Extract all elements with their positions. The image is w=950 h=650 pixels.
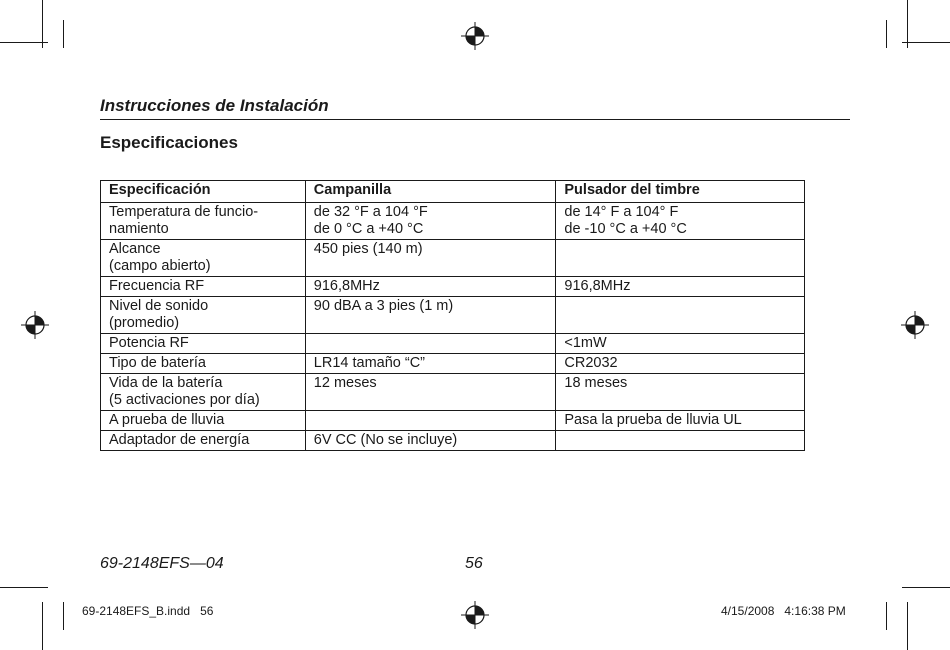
table-cell: de 14° F a 104° F de -10 °C a +40 °C <box>556 203 805 240</box>
table-cell: 916,8MHz <box>305 277 556 297</box>
document-number: 69-2148EFS—04 <box>100 555 224 572</box>
table-cell: de 32 °F a 104 °F de 0 °C a +40 °C <box>305 203 556 240</box>
table-row <box>101 411 805 431</box>
table-cell: 916,8MHz <box>556 277 805 297</box>
crop-mark <box>902 42 950 43</box>
table-row <box>101 277 805 297</box>
table-cell: Temperatura de funcio- namiento <box>101 203 306 240</box>
table-cell: Pasa la prueba de lluvia UL <box>556 411 805 431</box>
crop-mark <box>886 602 887 630</box>
table-row <box>101 334 805 354</box>
table-cell: A prueba de lluvia <box>101 411 306 431</box>
column-header-push-button: Pulsador del timbre <box>556 181 805 203</box>
crop-mark <box>886 20 887 48</box>
table-cell: LR14 tamaño “C” <box>305 354 556 374</box>
table-cell: Potencia RF <box>101 334 306 354</box>
table-cell: <1mW <box>556 334 805 354</box>
table-cell: Frecuencia RF <box>101 277 306 297</box>
crop-mark <box>907 602 908 650</box>
crop-mark <box>63 602 64 630</box>
table-cell: Alcance (campo abierto) <box>101 240 306 277</box>
section-title: Especificaciones <box>100 133 238 152</box>
print-slug-datetime: 4/15/2008 4:16:38 PM <box>721 604 846 618</box>
table-cell <box>305 334 556 354</box>
table-row <box>101 297 805 334</box>
table-cell <box>556 297 805 334</box>
table-cell: 12 meses <box>305 374 556 411</box>
spec-table <box>100 180 805 451</box>
registration-mark-icon <box>461 601 489 629</box>
table-row <box>101 431 805 451</box>
crop-mark <box>0 42 48 43</box>
registration-mark-icon <box>461 22 489 50</box>
table-row <box>101 374 805 411</box>
registration-mark-icon <box>901 311 929 339</box>
crop-mark <box>902 587 950 588</box>
crop-mark <box>42 0 43 48</box>
print-slug-file: 69-2148EFS_B.indd 56 <box>82 604 214 618</box>
table-row <box>101 240 805 277</box>
crop-mark <box>63 20 64 48</box>
column-header-spec: Especificación <box>101 181 306 203</box>
table-cell: CR2032 <box>556 354 805 374</box>
table-cell: 6V CC (No se incluye) <box>305 431 556 451</box>
crop-mark <box>907 0 908 48</box>
table-cell <box>305 411 556 431</box>
page-number: 56 <box>465 555 483 572</box>
table-cell: 450 pies (140 m) <box>305 240 556 277</box>
table-row <box>101 203 805 240</box>
table-cell: 18 meses <box>556 374 805 411</box>
table-cell: Vida de la batería (5 activaciones por día) <box>101 374 306 411</box>
table-cell: Tipo de batería <box>101 354 306 374</box>
crop-mark <box>0 587 48 588</box>
table-cell: 90 dBA a 3 pies (1 m) <box>305 297 556 334</box>
running-header: Instrucciones de Instalación <box>100 96 329 115</box>
registration-mark-icon <box>21 311 49 339</box>
table-cell <box>556 431 805 451</box>
table-cell: Nivel de sonido (promedio) <box>101 297 306 334</box>
table-header-row <box>101 181 805 203</box>
header-rule <box>100 119 850 120</box>
table-cell: Adaptador de energía <box>101 431 306 451</box>
column-header-chime: Campanilla <box>305 181 556 203</box>
table-cell <box>556 240 805 277</box>
crop-mark <box>42 602 43 650</box>
table-row <box>101 354 805 374</box>
